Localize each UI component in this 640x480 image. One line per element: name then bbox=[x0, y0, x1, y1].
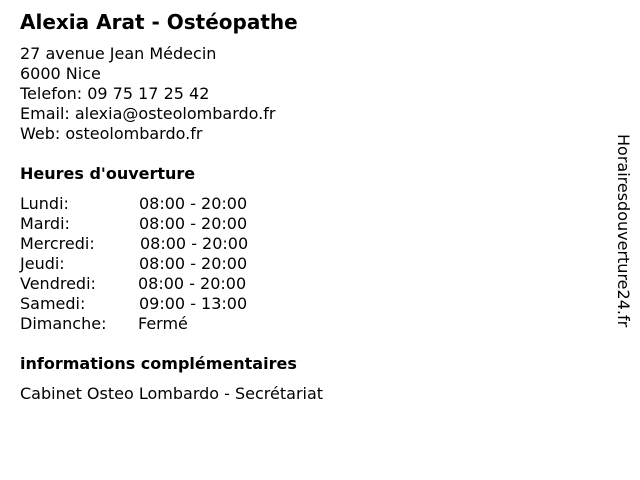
day-label: Lundi: bbox=[20, 194, 69, 213]
time-range: 08:00 - 20:00 bbox=[140, 234, 249, 253]
time-range: 08:00 - 20:00 bbox=[139, 214, 248, 233]
time-range: 08:00 - 20:00 bbox=[138, 274, 247, 293]
website: Web: osteolombardo.fr bbox=[20, 124, 203, 143]
email: Email: alexia@osteolombardo.fr bbox=[20, 104, 276, 123]
city: 6000 Nice bbox=[20, 64, 101, 83]
time-range: 08:00 - 20:00 bbox=[139, 254, 248, 273]
day-label: Mardi: bbox=[20, 214, 70, 233]
contact-block bbox=[20, 44, 275, 144]
phone: Telefon: 09 75 17 25 42 bbox=[20, 84, 210, 103]
day-label: Samedi: bbox=[20, 294, 86, 313]
additional-info-heading: informations complémentaires bbox=[20, 354, 297, 373]
time-range: Fermé bbox=[138, 314, 188, 333]
site-watermark-label: Horairesdouverture24.fr bbox=[614, 134, 633, 328]
street-address: 27 avenue Jean Médecin bbox=[20, 44, 217, 63]
day-label: Mercredi: bbox=[20, 234, 95, 253]
time-range: 08:00 - 20:00 bbox=[139, 194, 248, 213]
additional-info-text: Cabinet Osteo Lombardo - Secrétariat bbox=[20, 384, 324, 403]
time-range: 09:00 - 13:00 bbox=[139, 294, 248, 313]
day-label: Dimanche: bbox=[20, 314, 107, 333]
page-title: Alexia Arat - Ostéopathe bbox=[20, 10, 298, 34]
opening-hours-heading: Heures d'ouverture bbox=[20, 164, 196, 183]
day-label: Vendredi: bbox=[20, 274, 96, 293]
day-label: Jeudi: bbox=[20, 254, 65, 273]
